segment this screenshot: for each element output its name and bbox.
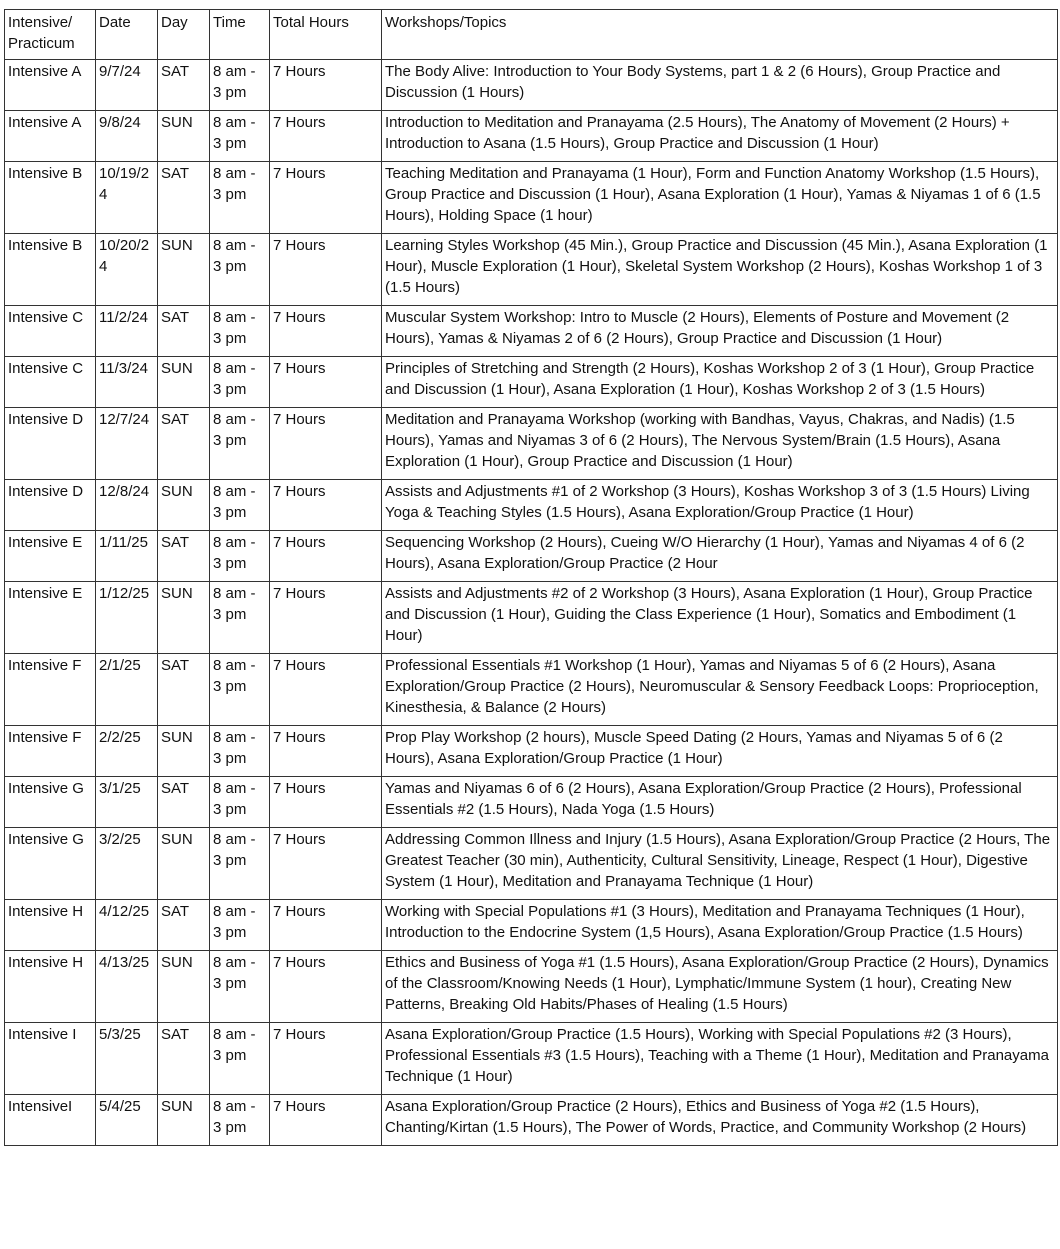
day-cell: SAT [158, 162, 210, 234]
header-workshops-topics: Workshops/Topics [382, 10, 1058, 60]
total-hours-cell: 7 Hours [270, 357, 382, 408]
time-cell: 8 am - 3 pm [210, 162, 270, 234]
date-cell: 2/1/25 [96, 654, 158, 726]
table-row [5, 726, 1058, 777]
date-cell: 3/2/25 [96, 828, 158, 900]
date-cell: 9/8/24 [96, 111, 158, 162]
intensive-cell: Intensive A [5, 60, 96, 111]
time-cell: 8 am - 3 pm [210, 531, 270, 582]
time-cell: 8 am - 3 pm [210, 1095, 270, 1146]
topics-cell: Introduction to Meditation and Pranayama (2.5 Hours), The Anatomy of Movement (2 Hours) + Introduction to Asana (1.5 Hours), Group Practice and Discussion (1 Hour) [382, 111, 1058, 162]
intensive-cell: Intensive B [5, 234, 96, 306]
total-hours-cell: 7 Hours [270, 111, 382, 162]
intensive-cell: Intensive D [5, 480, 96, 531]
intensive-cell: Intensive D [5, 408, 96, 480]
total-hours-cell: 7 Hours [270, 1095, 382, 1146]
total-hours-cell: 7 Hours [270, 777, 382, 828]
table-row [5, 777, 1058, 828]
date-cell: 3/1/25 [96, 777, 158, 828]
total-hours-cell: 7 Hours [270, 582, 382, 654]
total-hours-cell: 7 Hours [270, 480, 382, 531]
time-cell: 8 am - 3 pm [210, 480, 270, 531]
day-cell: SUN [158, 357, 210, 408]
topics-cell: Asana Exploration/Group Practice (2 Hours), Ethics and Business of Yoga #2 (1.5 Hours), Chanting/Kirtan (1.5 Hours), The Power of Words, Practice, and Community Workshop (2 Hours) [382, 1095, 1058, 1146]
time-cell: 8 am - 3 pm [210, 900, 270, 951]
header-intensive: Intensive/ Practicum [5, 10, 96, 60]
table-row [5, 357, 1058, 408]
topics-cell: Professional Essentials #1 Workshop (1 Hour), Yamas and Niyamas 5 of 6 (2 Hours), Asana Exploration/Group Practice (2 Hours), Neuromuscular & Sensory Feedback Loops: Proprioception, Kinesthesia, & Balance (2 Hours) [382, 654, 1058, 726]
day-cell: SAT [158, 306, 210, 357]
table-row [5, 111, 1058, 162]
topics-cell: Asana Exploration/Group Practice (1.5 Hours), Working with Special Populations #2 (3 Hours), Professional Essentials #3 (1.5 Hours), Teaching with a Theme (1 Hour), Meditation and Pranayama Technique (1 Hour) [382, 1023, 1058, 1095]
intensive-cell: Intensive E [5, 582, 96, 654]
day-cell: SAT [158, 531, 210, 582]
total-hours-cell: 7 Hours [270, 531, 382, 582]
date-cell: 10/20/24 [96, 234, 158, 306]
time-cell: 8 am - 3 pm [210, 306, 270, 357]
date-cell: 9/7/24 [96, 60, 158, 111]
day-cell: SAT [158, 654, 210, 726]
topics-cell: Meditation and Pranayama Workshop (working with Bandhas, Vayus, Chakras, and Nadis) (1.5 Hours), Yamas and Niyamas 3 of 6 (2 Hours), The Nervous System/Brain (1.5 Hours), Asana Exploration (1 Hour), Group Practice and Discussion (1 Hour) [382, 408, 1058, 480]
topics-cell: Assists and Adjustments #2 of 2 Workshop (3 Hours), Asana Exploration (1 Hour), Group Practice and Discussion (1 Hour), Guiding the Class Experience (1 Hour), Somatics and Embodiment (1 Hour) [382, 582, 1058, 654]
date-cell: 4/13/25 [96, 951, 158, 1023]
day-cell: SUN [158, 480, 210, 531]
time-cell: 8 am - 3 pm [210, 951, 270, 1023]
intensive-cell: Intensive H [5, 951, 96, 1023]
intensive-cell: Intensive G [5, 828, 96, 900]
total-hours-cell: 7 Hours [270, 408, 382, 480]
date-cell: 12/8/24 [96, 480, 158, 531]
topics-cell: Assists and Adjustments #1 of 2 Workshop (3 Hours), Koshas Workshop 3 of 3 (1.5 Hours) Living Yoga & Teaching Styles (1.5 Hours), Asana Exploration/Group Practice (1 Hour) [382, 480, 1058, 531]
time-cell: 8 am - 3 pm [210, 111, 270, 162]
total-hours-cell: 7 Hours [270, 1023, 382, 1095]
intensive-cell: Intensive F [5, 654, 96, 726]
table-row [5, 234, 1058, 306]
day-cell: SUN [158, 726, 210, 777]
header-total-hours: Total Hours [270, 10, 382, 60]
intensive-cell: Intensive F [5, 726, 96, 777]
topics-cell: Prop Play Workshop (2 hours), Muscle Speed Dating (2 Hours, Yamas and Niyamas 5 of 6 (2 Hours), Asana Exploration/Group Practice (1 Hour) [382, 726, 1058, 777]
date-cell: 5/3/25 [96, 1023, 158, 1095]
time-cell: 8 am - 3 pm [210, 408, 270, 480]
time-cell: 8 am - 3 pm [210, 654, 270, 726]
total-hours-cell: 7 Hours [270, 726, 382, 777]
table-row [5, 654, 1058, 726]
total-hours-cell: 7 Hours [270, 900, 382, 951]
time-cell: 8 am - 3 pm [210, 828, 270, 900]
topics-cell: Principles of Stretching and Strength (2 Hours), Koshas Workshop 2 of 3 (1 Hour), Group Practice and Discussion (1 Hour), Asana Exploration (1 Hour), Koshas Workshop 2 of 3 (1.5 Hours) [382, 357, 1058, 408]
day-cell: SAT [158, 60, 210, 111]
day-cell: SAT [158, 900, 210, 951]
time-cell: 8 am - 3 pm [210, 60, 270, 111]
table-row [5, 60, 1058, 111]
table-row [5, 408, 1058, 480]
total-hours-cell: 7 Hours [270, 60, 382, 111]
date-cell: 2/2/25 [96, 726, 158, 777]
topics-cell: Sequencing Workshop (2 Hours), Cueing W/O Hierarchy (1 Hour), Yamas and Niyamas 4 of 6 (2 Hours), Asana Exploration/Group Practice (2 Hour [382, 531, 1058, 582]
day-cell: SAT [158, 1023, 210, 1095]
date-cell: 1/12/25 [96, 582, 158, 654]
date-cell: 12/7/24 [96, 408, 158, 480]
time-cell: 8 am - 3 pm [210, 726, 270, 777]
table-row [5, 306, 1058, 357]
day-cell: SAT [158, 408, 210, 480]
day-cell: SUN [158, 828, 210, 900]
topics-cell: Teaching Meditation and Pranayama (1 Hour), Form and Function Anatomy Workshop (1.5 Hours), Group Practice and Discussion (1 Hour), Asana Exploration (1 Hour), Yamas & Niyamas 1 of 6 (1.5 Hours), Holding Space (1 hour) [382, 162, 1058, 234]
table-row [5, 1095, 1058, 1146]
day-cell: SUN [158, 111, 210, 162]
date-cell: 11/3/24 [96, 357, 158, 408]
header-day: Day [158, 10, 210, 60]
time-cell: 8 am - 3 pm [210, 234, 270, 306]
header-time: Time [210, 10, 270, 60]
date-cell: 5/4/25 [96, 1095, 158, 1146]
table-row [5, 900, 1058, 951]
topics-cell: Working with Special Populations #1 (3 Hours), Meditation and Pranayama Techniques (1 Hour), Introduction to the Endocrine System (1,5 Hours), Asana Exploration/Group Practice (1.5 Hours) [382, 900, 1058, 951]
date-cell: 4/12/25 [96, 900, 158, 951]
time-cell: 8 am - 3 pm [210, 777, 270, 828]
header-row [5, 10, 1058, 60]
intensive-cell: Intensive B [5, 162, 96, 234]
topics-cell: The Body Alive: Introduction to Your Body Systems, part 1 & 2 (6 Hours), Group Practice and Discussion (1 Hours) [382, 60, 1058, 111]
intensive-cell: Intensive E [5, 531, 96, 582]
time-cell: 8 am - 3 pm [210, 357, 270, 408]
intensive-cell: Intensive A [5, 111, 96, 162]
day-cell: SUN [158, 1095, 210, 1146]
date-cell: 1/11/25 [96, 531, 158, 582]
table-row [5, 951, 1058, 1023]
topics-cell: Addressing Common Illness and Injury (1.5 Hours), Asana Exploration/Group Practice (2 Hours, The Greatest Teacher (30 min), Authenticity, Cultural Sensitivity, Lineage, Respect (1 Hour), Digestive System (1 Hour), Meditation and Pranayama Technique (1 Hour) [382, 828, 1058, 900]
topics-cell: Learning Styles Workshop (45 Min.), Group Practice and Discussion (45 Min.), Asana Exploration (1 Hour), Muscle Exploration (1 Hour), Skeletal System Workshop (2 Hours), Koshas Workshop 1 of 3 (1.5 Hours) [382, 234, 1058, 306]
day-cell: SUN [158, 951, 210, 1023]
day-cell: SAT [158, 777, 210, 828]
table-row [5, 480, 1058, 531]
table-row [5, 828, 1058, 900]
intensive-cell: Intensive H [5, 900, 96, 951]
topics-cell: Yamas and Niyamas 6 of 6 (2 Hours), Asana Exploration/Group Practice (2 Hours), Professional Essentials #2 (1.5 Hours), Nada Yoga (1.5 Hours) [382, 777, 1058, 828]
time-cell: 8 am - 3 pm [210, 1023, 270, 1095]
total-hours-cell: 7 Hours [270, 162, 382, 234]
intensive-cell: Intensive I [5, 1023, 96, 1095]
topics-cell: Ethics and Business of Yoga #1 (1.5 Hours), Asana Exploration/Group Practice (2 Hours), Dynamics of the Classroom/Knowing Needs (1 Hour), Lymphatic/Immune System (1 hour), Creating New Patterns, Breaking Old Habits/Phases of Healing (1.5 Hours) [382, 951, 1058, 1023]
intensive-cell: Intensive C [5, 306, 96, 357]
table-row [5, 1023, 1058, 1095]
time-cell: 8 am - 3 pm [210, 582, 270, 654]
total-hours-cell: 7 Hours [270, 951, 382, 1023]
total-hours-cell: 7 Hours [270, 828, 382, 900]
total-hours-cell: 7 Hours [270, 654, 382, 726]
table-row [5, 582, 1058, 654]
table-row [5, 531, 1058, 582]
intensive-cell: IntensiveI [5, 1095, 96, 1146]
total-hours-cell: 7 Hours [270, 306, 382, 357]
intensive-cell: Intensive G [5, 777, 96, 828]
table-row [5, 162, 1058, 234]
intensive-cell: Intensive C [5, 357, 96, 408]
day-cell: SUN [158, 234, 210, 306]
header-date: Date [96, 10, 158, 60]
date-cell: 11/2/24 [96, 306, 158, 357]
day-cell: SUN [158, 582, 210, 654]
topics-cell: Muscular System Workshop: Intro to Muscle (2 Hours), Elements of Posture and Movement (2 Hours), Yamas & Niyamas 2 of 6 (2 Hours), Group Practice and Discussion (1 Hour) [382, 306, 1058, 357]
date-cell: 10/19/24 [96, 162, 158, 234]
schedule-table [4, 9, 1058, 1146]
total-hours-cell: 7 Hours [270, 234, 382, 306]
